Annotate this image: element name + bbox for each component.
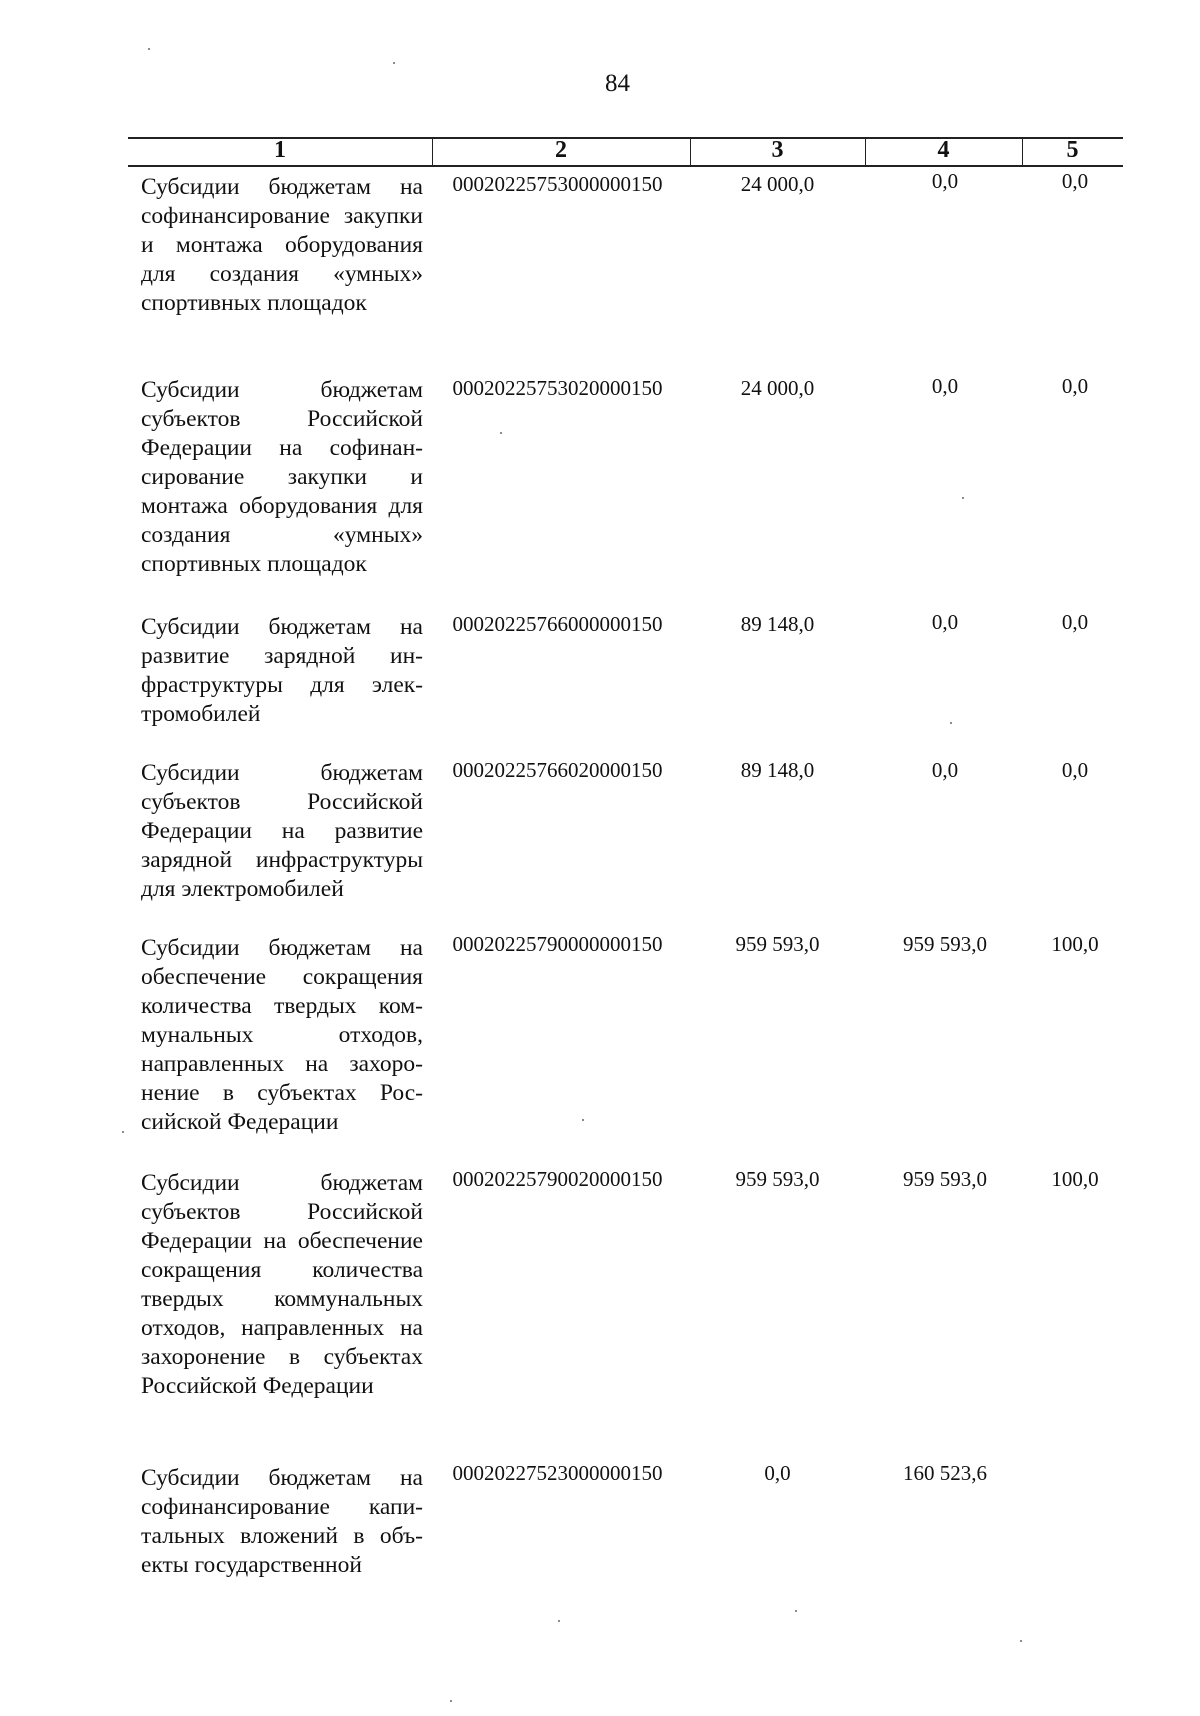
header-cell-5: 5 [1066, 137, 1079, 163]
row-col5-value: 100,0 [1051, 1167, 1099, 1191]
row-code: 00020225753020000150 [452, 376, 663, 400]
row-description: Субсидии бюджетам субъектов Российской Федерации на софинансирование закупки и монтажа оборудования для создания «умных» спортивных площадок [141, 377, 423, 577]
row-code: 00020225766000000150 [452, 612, 663, 636]
row-col5-value: 0,0 [1061, 610, 1089, 634]
row-description: Субсидии бюджетам на софинансирование закупки и монтажа оборудования для создания «умных» спортивных площадок [141, 174, 423, 316]
page-number: 84 [605, 70, 630, 97]
scan-speck [795, 1610, 797, 1612]
scan-speck [1020, 1640, 1022, 1642]
row-col3-value: 89 148,0 [740, 758, 815, 782]
row-col4-value: 0,0 [931, 758, 959, 782]
header-cell-3: 3 [771, 137, 784, 163]
scan-speck [558, 1620, 560, 1622]
row-col4-value: 0,0 [931, 169, 959, 193]
row-col4-value: 959 593,0 [903, 932, 987, 956]
scan-speck [962, 497, 964, 499]
scan-speck [450, 1700, 452, 1702]
row-code: 00020225790000000150 [452, 932, 663, 956]
scan-speck [122, 1131, 124, 1133]
row-code: 00020227523000000150 [452, 1461, 663, 1485]
row-col4-value: 0,0 [931, 374, 959, 398]
scan-speck [148, 48, 150, 50]
row-col4-value: 959 593,0 [903, 1167, 987, 1191]
row-code: 00020225790020000150 [452, 1167, 663, 1191]
row-col3-value: 24 000,0 [740, 172, 815, 196]
row-code: 00020225753000000150 [452, 172, 663, 196]
row-col3-value: 24 000,0 [740, 376, 815, 400]
row-col5-value: 0,0 [1061, 374, 1089, 398]
scan-speck [393, 62, 395, 64]
row-col4-value: 160 523,6 [903, 1461, 987, 1485]
row-col3-value: 959 593,0 [735, 1167, 820, 1191]
row-description: Субсидии бюджетам субъектов Российской Федерации на обеспечение сокращения количества твердых коммунальных отходов, направленных на захоронение в субъектах Российской Федерации [141, 1170, 423, 1399]
scan-speck [500, 432, 502, 434]
row-code: 00020225766020000150 [452, 758, 663, 782]
row-col5-value: 100,0 [1051, 932, 1099, 956]
row-description: Субсидии бюджетам на развитие зарядной инфраструктуры для электромобилей [141, 614, 423, 727]
row-description: Субсидии бюджетам субъектов Российской Федерации на развитие зарядной инфраструктуры для электромобилей [141, 760, 423, 902]
scan-speck [582, 1119, 584, 1121]
row-col5-value: 0,0 [1061, 758, 1089, 782]
header-cell-1: 1 [274, 137, 286, 163]
row-col3-value: 959 593,0 [735, 932, 820, 956]
row-col5-value: 0,0 [1061, 169, 1089, 193]
row-description: Субсидии бюджетам на софинансирование капитальных вложений в объекты государственной [141, 1465, 423, 1578]
header-cell-4: 4 [937, 137, 950, 163]
row-col4-value: 0,0 [931, 610, 959, 634]
row-description: Субсидии бюджетам на обеспечение сокращения количества твердых коммунальных отходов, направленных на захоронение в субъектах Российской Федерации [141, 935, 423, 1135]
header-cell-2: 2 [555, 137, 567, 163]
row-col3-value: 89 148,0 [740, 612, 815, 636]
row-col3-value: 0,0 [764, 1461, 791, 1485]
scan-speck [950, 722, 952, 724]
